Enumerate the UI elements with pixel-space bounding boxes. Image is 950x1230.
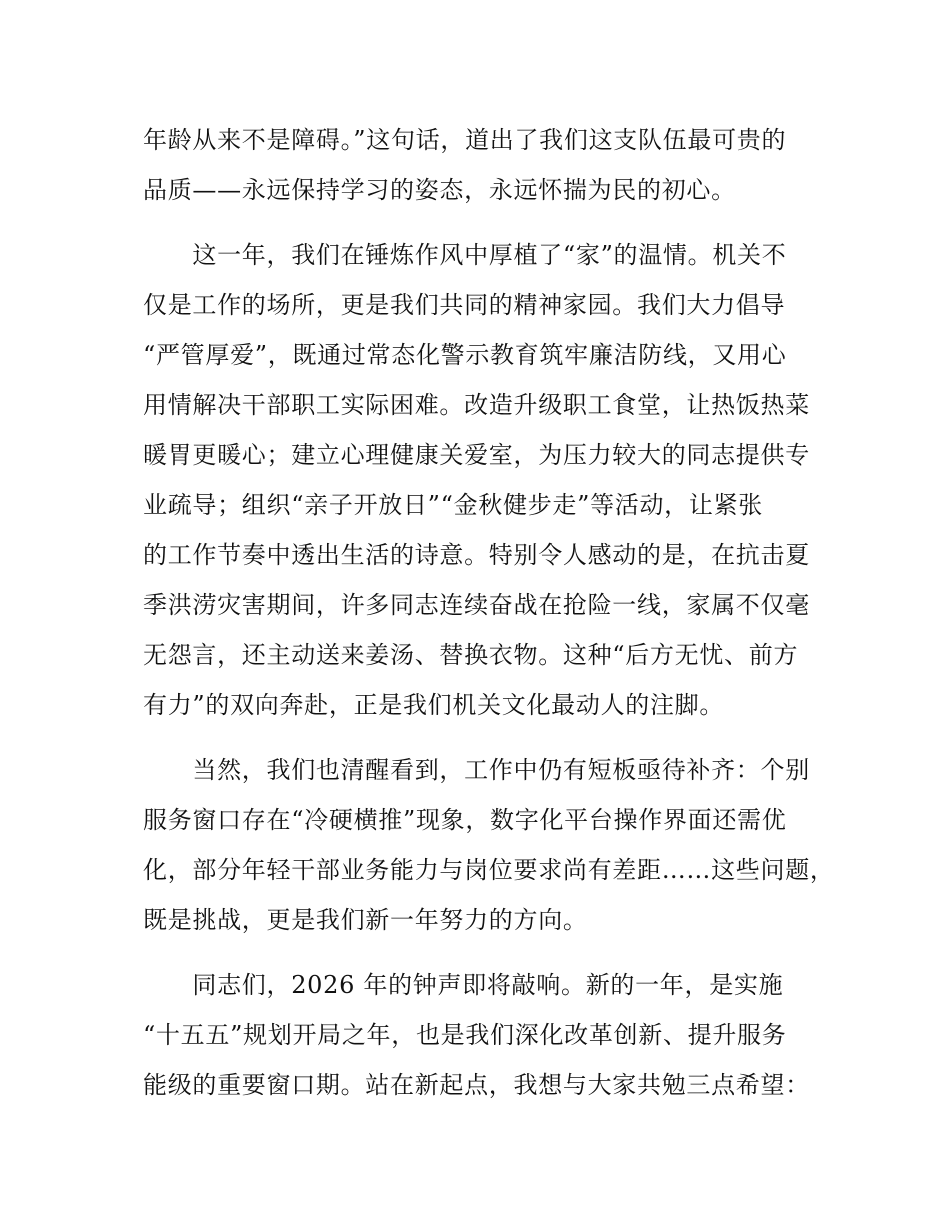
text-line: 有力”的双向奔赴，正是我们机关文化最动人的注脚。 — [143, 691, 725, 719]
text-line: 能级的重要窗口期。站在新起点，我想与大家共勉三点希望： — [143, 1071, 810, 1099]
text-line: 化，部分年轻干部业务能力与岗位要求尚有差距……这些问题， — [143, 856, 835, 884]
text-line: 季洪涝灾害期间，许多同志连续奋战在抢险一线，家属不仅毫 — [143, 591, 810, 619]
text-line: 既是挑战，更是我们新一年努力的方向。 — [143, 906, 588, 934]
text-line: 仅是工作的场所，更是我们共同的精神家园。我们大力倡导 — [143, 291, 786, 319]
text-line: 用情解决干部职工实际困难。改造升级职工食堂，让热饭热菜 — [143, 391, 810, 419]
text-line: 的工作节奏中透出生活的诗意。特别令人感动的是，在抗击夏 — [143, 541, 810, 569]
text-line: 这一年，我们在锤炼作风中厚植了“家”的温情。机关不 — [143, 241, 787, 269]
text-line: 同志们，2026 年的钟声即将敲响。新的一年，是实施 — [143, 971, 784, 999]
text-line: 暖胃更暖心；建立心理健康关爱室，为压力较大的同志提供专 — [143, 441, 810, 469]
text-line: 无怨言，还主动送来姜汤、替换衣物。这种“后方无忧、前方 — [143, 641, 799, 669]
text-line: 年龄从来不是障碍。”这句话，道出了我们这支队伍最可贵的 — [143, 126, 787, 154]
text-line: 服务窗口存在“冷硬横推”现象，数字化平台操作界面还需优 — [143, 806, 787, 834]
text-line: “十五五”规划开局之年，也是我们深化改革创新、提升服务 — [143, 1021, 787, 1049]
text-line: 品质——永远保持学习的姿态，永远怀揣为民的初心。 — [143, 176, 736, 204]
text-line: 业疏导；组织“亲子开放日”“金秋健步走”等活动，让紧张 — [143, 491, 763, 519]
text-line: 当然，我们也清醒看到，工作中仍有短板亟待补齐：个别 — [143, 756, 810, 784]
text-line: “严管厚爱”，既通过常态化警示教育筑牢廉洁防线，又用心 — [143, 341, 787, 369]
